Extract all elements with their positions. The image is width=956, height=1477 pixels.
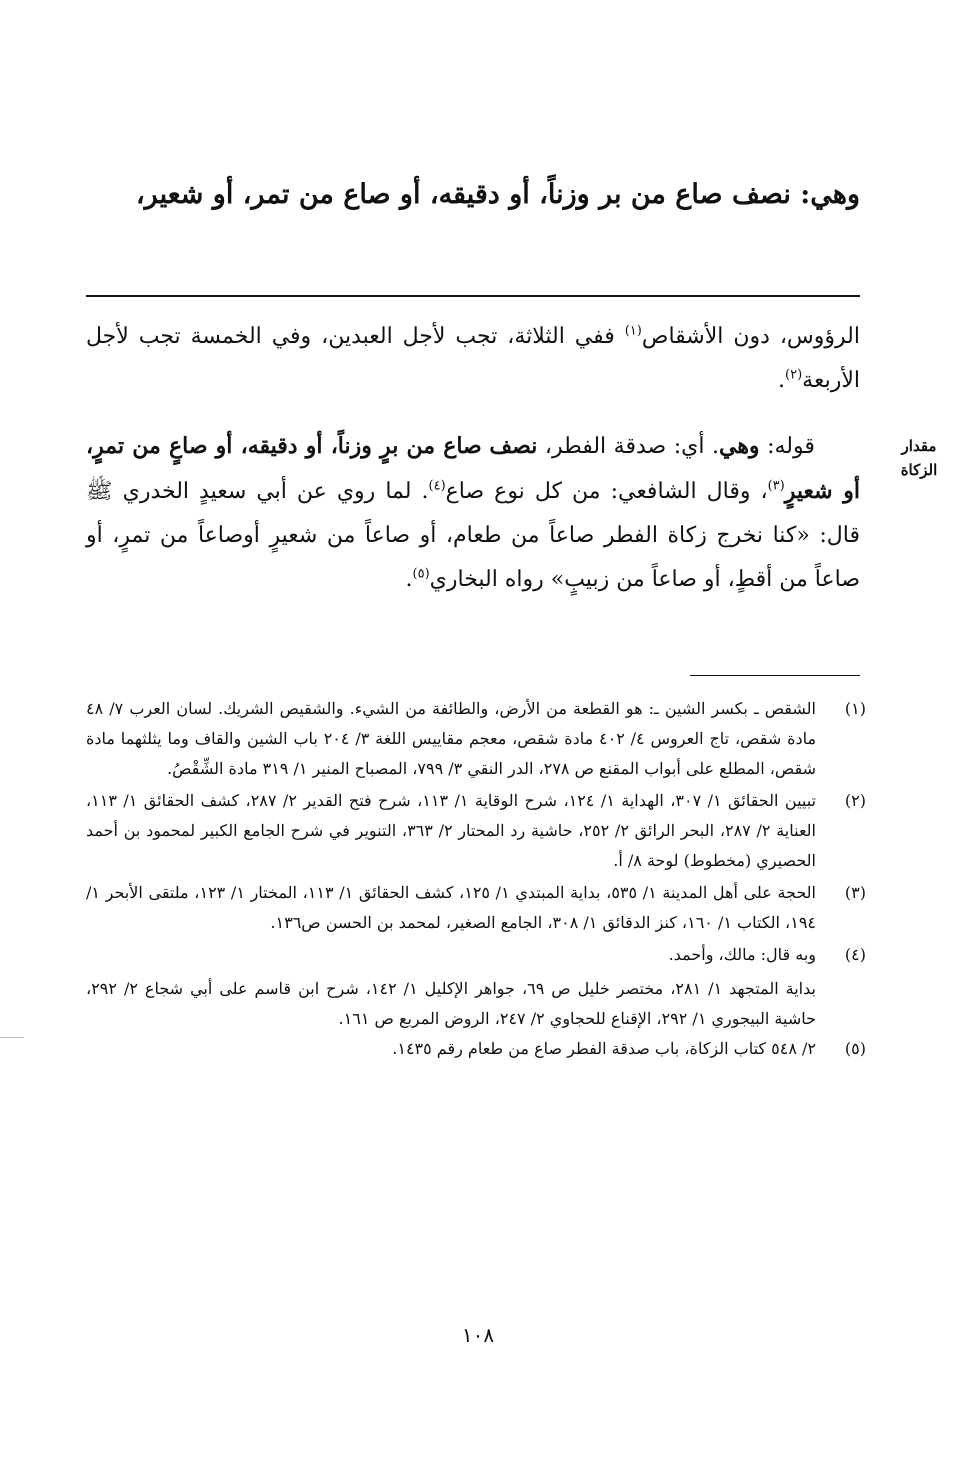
margin-heading (888, 434, 950, 482)
para2-hadith: . لما روي عن أبي سعيدٍ الخدري ﷺ قال: «كنا نخرج زكاة الفطر صاعاً من طعام، أو صاعاً من شعيرٍ أوصاعاً من تمرٍ، أو صاعاً من أقطٍ، أو صاعاً من زبيبٍ» رواه البخاري (86, 479, 860, 592)
para2-mid: . أي: صدقة الفطر، (544, 434, 719, 459)
footnotes (86, 694, 866, 1066)
footnote-ref-5[interactable]: (٥) (412, 566, 430, 582)
commentary-paragraph-1 (86, 315, 860, 403)
para2-intro: قوله: (767, 434, 815, 459)
footnote-ref-3[interactable]: (٣) (767, 478, 785, 494)
footnote-number: (٣) (844, 883, 866, 902)
page-number: ١٠٨ (461, 1323, 495, 1347)
footnote-ref-2[interactable]: (٢) (785, 367, 803, 383)
footnote-5 (86, 1034, 866, 1064)
footnote-4-continuation: بداية المتجهد ١/ ٢٨١، مختصر خليل ص ٦٩، جواهر الإكليل ١/ ١٤٢، شرح ابن قاسم على أبي شجاع ٢/ ٢٩٢، حاشية البيجوري ١/ ٢٩٢، الإقناع للحجاوي ٢/ ٢٤٧، الروض المربع ص ١٦١. (86, 979, 816, 1028)
footnote-text: تبيين الحقائق ١/ ٣٠٧، الهداية ١/ ١٢٤، شرح الوقاية ١/ ١١٣، شرح فتح القدير ٢/ ٢٨٧، كشف الحقائق ١/ ١١٣، العناية ٢/ ٢٨٧، البحر الرائق ٢/ ٢٥٢، حاشية رد المحتار ٢/ ٣٦٣، التنوير في شرح الجامع الكبير لمحمود بن أحمد الحصيري (مخطوط) لوحة ٨/ أ. (86, 791, 816, 870)
footnote-text: وبه قال: مالك، وأحمد. (668, 945, 816, 964)
footnote-text: ٢/ ٥٤٨ كتاب الزكاة، باب صدقة الفطر صاع من طعام رقم ١٤٣٥. (392, 1039, 816, 1058)
para2-end: . (405, 567, 413, 592)
para1-text-cont: ففي الثلاثة، تجب لأجل العبدين، وفي الخمسة تجب لأجل الأربعة (86, 324, 860, 393)
footnote-number: (٢) (844, 791, 866, 810)
footnote-number: (١) (844, 699, 866, 718)
footnote-divider (690, 675, 860, 676)
footnote-2 (86, 786, 866, 876)
footnote-number: (٤) (844, 945, 866, 964)
footnote-ref-4[interactable]: (٤) (428, 478, 446, 494)
margin-heading-line-1: مقدار (901, 437, 937, 455)
commentary-paragraph-2 (86, 424, 860, 602)
footnote-ref-1[interactable]: (١) (624, 323, 642, 339)
footnote-text: الشقص ـ بكسر الشين ـ: هو القطعة من الأرض، والطائفة من الشيء. والشقيص الشريك. لسان العرب ٧/ ٤٨ مادة شقص، تاج العروس ٤/ ٤٠٢ مادة شقص، معجم مقاييس اللغة ٣/ ٢٠٤ باب الشين والقاف وما يثلثهما مادة شقص، المطلع على أبواب المقنع ص ٢٧٨، الدر النقي ٣/ ٧٩٩، المصباح المنير ١/ ٣١٩ مادة الشِّقْصُ. (86, 699, 817, 778)
scan-edge-mark (0, 1037, 24, 1038)
para2-quoted-matn: نصف صاع من برٍ وزناً، أو دقيقه، أو صاعٍ من تمرٍ، أو شعيرٍ (86, 433, 860, 504)
para1-text: الرؤوس، دون الأشقاص (641, 324, 860, 349)
footnote-1 (86, 694, 866, 784)
matn-text (86, 165, 860, 225)
matn-lead: وهي: (800, 179, 860, 210)
footnote-3 (86, 878, 866, 938)
para1-end: . (778, 368, 786, 393)
footnote-4 (86, 940, 866, 970)
matn-body: نصف صاع من بر وزناً، أو دقيقه، أو صاع من تمر، أو شعير، (135, 179, 791, 210)
footnote-text: الحجة على أهل المدينة ١/ ٥٣٥، بداية المبتدي ١/ ١٢٥، كشف الحقائق ١/ ١١٣، المختار ١/ ١٢٣، ملتقى الأبحر ١/ ١٩٤، الكتاب ١/ ١٦٠، كنز الدقائق ١/ ٣٠٨، الجامع الصغير، لمحمد بن الحسن ص١٣٦. (86, 883, 817, 932)
para2-lead: وهي (718, 433, 760, 459)
para2-shafii: ، وقال الشافعي: من كل نوع صاع (445, 479, 768, 504)
margin-heading-line-2: الزكاة (900, 461, 938, 479)
matn-divider (86, 295, 860, 297)
footnote-number: (٥) (844, 1039, 866, 1058)
